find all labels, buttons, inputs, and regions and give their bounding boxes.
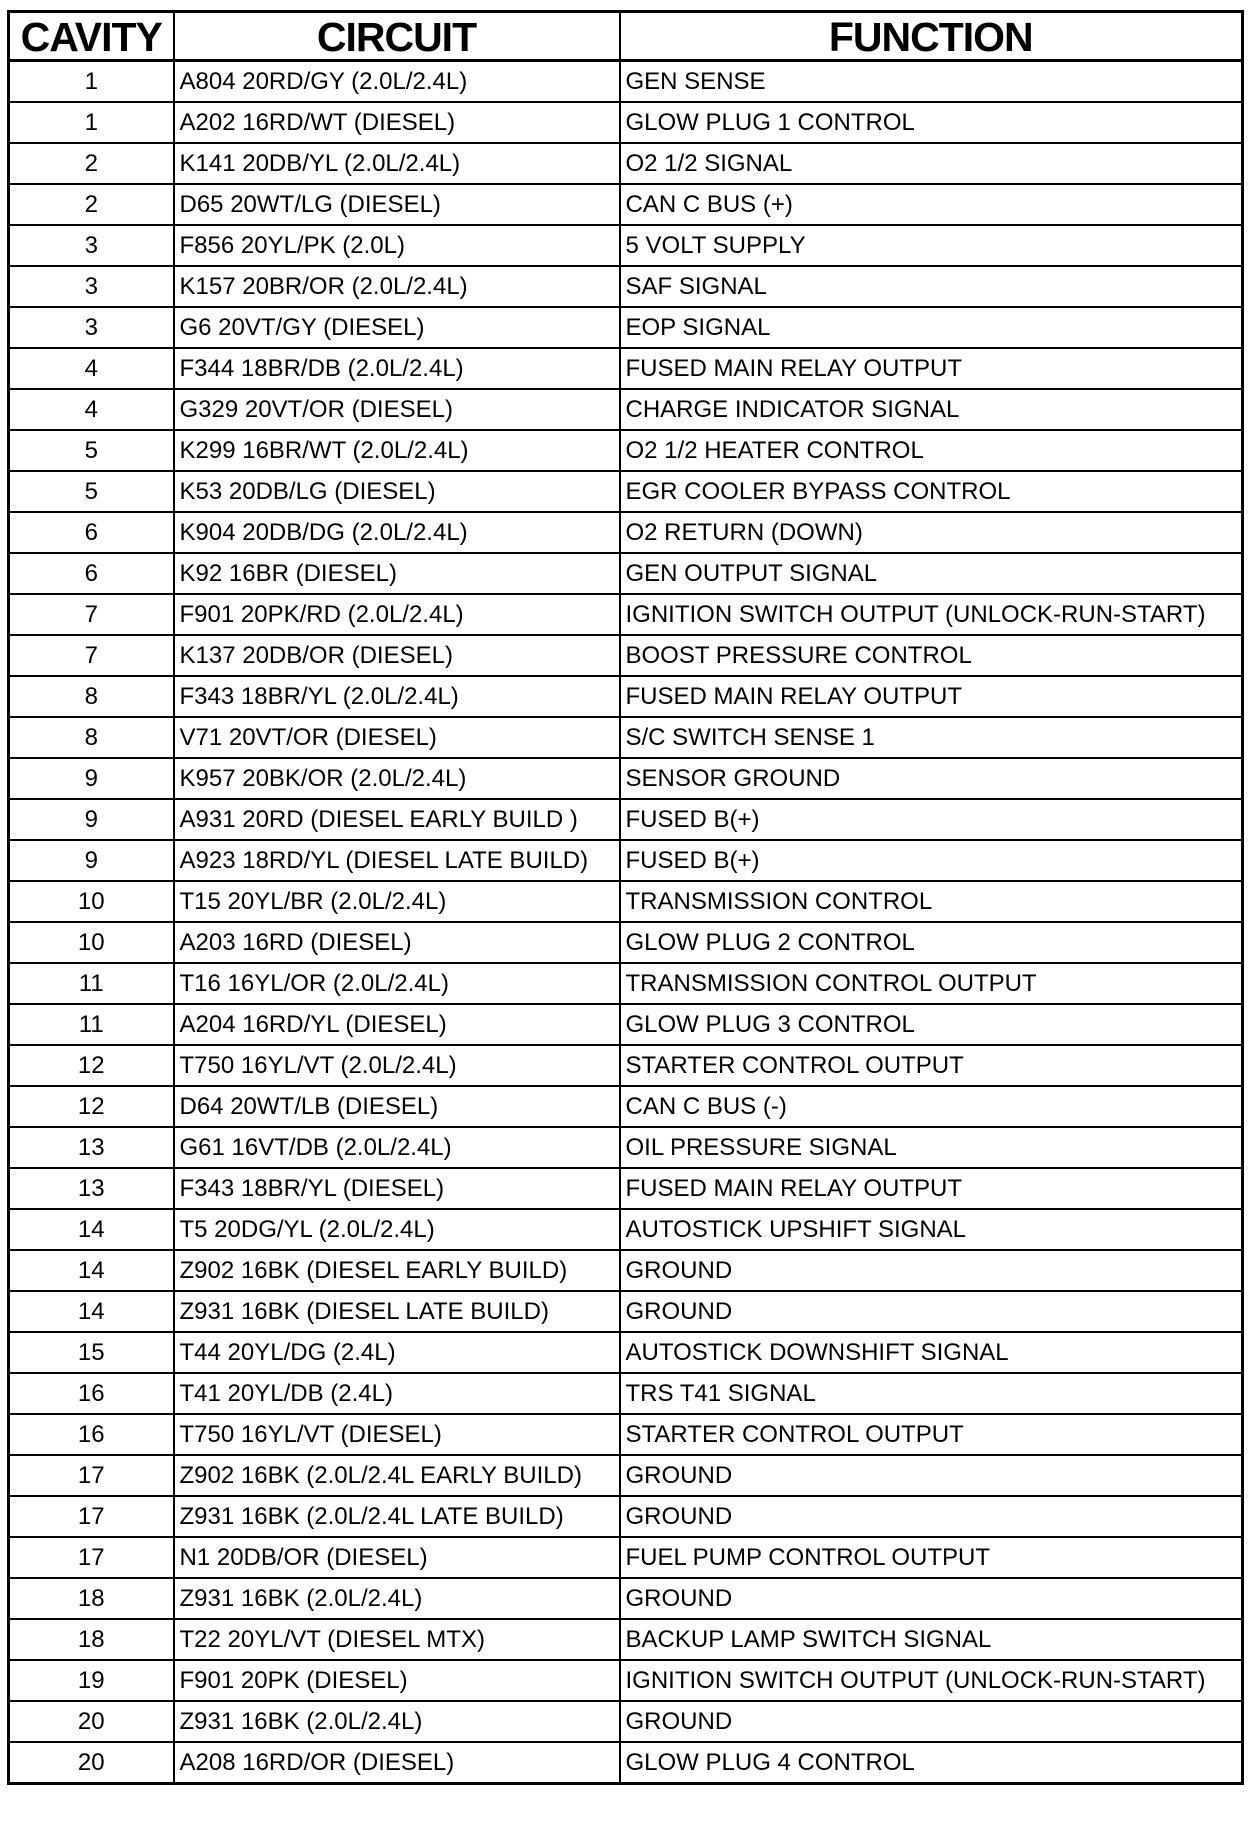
cavity-cell: 14 bbox=[9, 1209, 174, 1250]
table-row bbox=[9, 1660, 1243, 1701]
function-cell: GROUND bbox=[620, 1496, 1243, 1537]
header-circuit: CIRCUIT bbox=[174, 12, 620, 61]
table-row bbox=[9, 594, 1243, 635]
table-row bbox=[9, 1045, 1243, 1086]
circuit-cell: G6 20VT/GY (DIESEL) bbox=[174, 307, 620, 348]
table-row bbox=[9, 1004, 1243, 1045]
cavity-cell: 4 bbox=[9, 348, 174, 389]
cavity-cell: 3 bbox=[9, 266, 174, 307]
cavity-cell: 2 bbox=[9, 184, 174, 225]
table-row bbox=[9, 635, 1243, 676]
function-cell: FUSED MAIN RELAY OUTPUT bbox=[620, 676, 1243, 717]
circuit-cell: T15 20YL/BR (2.0L/2.4L) bbox=[174, 881, 620, 922]
function-cell: STARTER CONTROL OUTPUT bbox=[620, 1045, 1243, 1086]
function-cell: FUEL PUMP CONTROL OUTPUT bbox=[620, 1537, 1243, 1578]
table-row bbox=[9, 61, 1243, 103]
circuit-cell: K137 20DB/OR (DIESEL) bbox=[174, 635, 620, 676]
function-cell: GLOW PLUG 4 CONTROL bbox=[620, 1742, 1243, 1784]
table-row bbox=[9, 799, 1243, 840]
function-cell: GLOW PLUG 1 CONTROL bbox=[620, 102, 1243, 143]
cavity-cell: 16 bbox=[9, 1373, 174, 1414]
header-cavity: CAVITY bbox=[9, 12, 174, 61]
table-row bbox=[9, 553, 1243, 594]
table-row bbox=[9, 717, 1243, 758]
cavity-cell: 8 bbox=[9, 676, 174, 717]
table-row bbox=[9, 1373, 1243, 1414]
circuit-cell: V71 20VT/OR (DIESEL) bbox=[174, 717, 620, 758]
circuit-cell: A923 18RD/YL (DIESEL LATE BUILD) bbox=[174, 840, 620, 881]
function-cell: SENSOR GROUND bbox=[620, 758, 1243, 799]
function-cell: AUTOSTICK DOWNSHIFT SIGNAL bbox=[620, 1332, 1243, 1373]
function-cell: EGR COOLER BYPASS CONTROL bbox=[620, 471, 1243, 512]
function-cell: FUSED B(+) bbox=[620, 799, 1243, 840]
function-cell: O2 RETURN (DOWN) bbox=[620, 512, 1243, 553]
table-row bbox=[9, 840, 1243, 881]
table-row bbox=[9, 307, 1243, 348]
circuit-cell: Z931 16BK (2.0L/2.4L) bbox=[174, 1701, 620, 1742]
function-cell: FUSED MAIN RELAY OUTPUT bbox=[620, 348, 1243, 389]
cavity-cell: 13 bbox=[9, 1127, 174, 1168]
table-body bbox=[9, 61, 1243, 1784]
function-cell: BACKUP LAMP SWITCH SIGNAL bbox=[620, 1619, 1243, 1660]
function-cell: CAN C BUS (-) bbox=[620, 1086, 1243, 1127]
cavity-cell: 11 bbox=[9, 963, 174, 1004]
function-cell: GROUND bbox=[620, 1291, 1243, 1332]
circuit-cell: T5 20DG/YL (2.0L/2.4L) bbox=[174, 1209, 620, 1250]
cavity-cell: 1 bbox=[9, 61, 174, 103]
circuit-cell: Z931 16BK (DIESEL LATE BUILD) bbox=[174, 1291, 620, 1332]
circuit-cell: K92 16BR (DIESEL) bbox=[174, 553, 620, 594]
circuit-cell: D65 20WT/LG (DIESEL) bbox=[174, 184, 620, 225]
circuit-cell: F856 20YL/PK (2.0L) bbox=[174, 225, 620, 266]
table-row bbox=[9, 102, 1243, 143]
cavity-cell: 10 bbox=[9, 922, 174, 963]
circuit-cell: F901 20PK (DIESEL) bbox=[174, 1660, 620, 1701]
cavity-cell: 14 bbox=[9, 1291, 174, 1332]
cavity-cell: 1 bbox=[9, 102, 174, 143]
cavity-cell: 19 bbox=[9, 1660, 174, 1701]
table-row bbox=[9, 225, 1243, 266]
cavity-cell: 8 bbox=[9, 717, 174, 758]
circuit-cell: Z902 16BK (DIESEL EARLY BUILD) bbox=[174, 1250, 620, 1291]
function-cell: STARTER CONTROL OUTPUT bbox=[620, 1414, 1243, 1455]
circuit-cell: G329 20VT/OR (DIESEL) bbox=[174, 389, 620, 430]
header-row bbox=[9, 12, 1243, 61]
function-cell: GEN OUTPUT SIGNAL bbox=[620, 553, 1243, 594]
circuit-cell: K904 20DB/DG (2.0L/2.4L) bbox=[174, 512, 620, 553]
circuit-cell: T44 20YL/DG (2.4L) bbox=[174, 1332, 620, 1373]
cavity-cell: 13 bbox=[9, 1168, 174, 1209]
cavity-cell: 6 bbox=[9, 512, 174, 553]
table-header bbox=[9, 12, 1243, 61]
table-row bbox=[9, 881, 1243, 922]
table-row bbox=[9, 1209, 1243, 1250]
table-row bbox=[9, 143, 1243, 184]
table-row bbox=[9, 1537, 1243, 1578]
table-row bbox=[9, 922, 1243, 963]
cavity-cell: 18 bbox=[9, 1578, 174, 1619]
function-cell: IGNITION SWITCH OUTPUT (UNLOCK-RUN-START) bbox=[620, 1660, 1243, 1701]
function-cell: GROUND bbox=[620, 1250, 1243, 1291]
function-cell: O2 1/2 HEATER CONTROL bbox=[620, 430, 1243, 471]
cavity-cell: 14 bbox=[9, 1250, 174, 1291]
table-row bbox=[9, 1742, 1243, 1784]
cavity-cell: 17 bbox=[9, 1537, 174, 1578]
circuit-cell: Z902 16BK (2.0L/2.4L EARLY BUILD) bbox=[174, 1455, 620, 1496]
table-row bbox=[9, 1496, 1243, 1537]
circuit-cell: K299 16BR/WT (2.0L/2.4L) bbox=[174, 430, 620, 471]
function-cell: GROUND bbox=[620, 1578, 1243, 1619]
function-cell: O2 1/2 SIGNAL bbox=[620, 143, 1243, 184]
table-row bbox=[9, 1619, 1243, 1660]
circuit-cell: F344 18BR/DB (2.0L/2.4L) bbox=[174, 348, 620, 389]
function-cell: GLOW PLUG 2 CONTROL bbox=[620, 922, 1243, 963]
circuit-cell: F343 18BR/YL (DIESEL) bbox=[174, 1168, 620, 1209]
cavity-cell: 15 bbox=[9, 1332, 174, 1373]
table-row bbox=[9, 676, 1243, 717]
table-row bbox=[9, 1086, 1243, 1127]
function-cell: BOOST PRESSURE CONTROL bbox=[620, 635, 1243, 676]
function-cell: GLOW PLUG 3 CONTROL bbox=[620, 1004, 1243, 1045]
circuit-cell: A204 16RD/YL (DIESEL) bbox=[174, 1004, 620, 1045]
function-cell: FUSED B(+) bbox=[620, 840, 1243, 881]
circuit-cell: A208 16RD/OR (DIESEL) bbox=[174, 1742, 620, 1784]
cavity-cell: 6 bbox=[9, 553, 174, 594]
table-row bbox=[9, 1168, 1243, 1209]
table-row bbox=[9, 184, 1243, 225]
table-row bbox=[9, 266, 1243, 307]
cavity-cell: 5 bbox=[9, 471, 174, 512]
cavity-cell: 10 bbox=[9, 881, 174, 922]
cavity-cell: 3 bbox=[9, 307, 174, 348]
cavity-cell: 18 bbox=[9, 1619, 174, 1660]
table-row bbox=[9, 1701, 1243, 1742]
circuit-cell: D64 20WT/LB (DIESEL) bbox=[174, 1086, 620, 1127]
circuit-cell: T750 16YL/VT (DIESEL) bbox=[174, 1414, 620, 1455]
circuit-cell: Z931 16BK (2.0L/2.4L LATE BUILD) bbox=[174, 1496, 620, 1537]
circuit-cell: T22 20YL/VT (DIESEL MTX) bbox=[174, 1619, 620, 1660]
cavity-cell: 5 bbox=[9, 430, 174, 471]
circuit-cell: F901 20PK/RD (2.0L/2.4L) bbox=[174, 594, 620, 635]
circuit-cell: K141 20DB/YL (2.0L/2.4L) bbox=[174, 143, 620, 184]
cavity-cell: 12 bbox=[9, 1086, 174, 1127]
connector-pinout-table bbox=[7, 10, 1244, 1785]
function-cell: TRS T41 SIGNAL bbox=[620, 1373, 1243, 1414]
cavity-cell: 7 bbox=[9, 594, 174, 635]
cavity-cell: 17 bbox=[9, 1496, 174, 1537]
function-cell: GROUND bbox=[620, 1455, 1243, 1496]
header-function: FUNCTION bbox=[620, 12, 1243, 61]
circuit-cell: F343 18BR/YL (2.0L/2.4L) bbox=[174, 676, 620, 717]
function-cell: EOP SIGNAL bbox=[620, 307, 1243, 348]
table-row bbox=[9, 1332, 1243, 1373]
cavity-cell: 9 bbox=[9, 840, 174, 881]
table-row bbox=[9, 471, 1243, 512]
function-cell: CHARGE INDICATOR SIGNAL bbox=[620, 389, 1243, 430]
function-cell: TRANSMISSION CONTROL bbox=[620, 881, 1243, 922]
circuit-cell: K53 20DB/LG (DIESEL) bbox=[174, 471, 620, 512]
cavity-cell: 20 bbox=[9, 1742, 174, 1784]
function-cell: AUTOSTICK UPSHIFT SIGNAL bbox=[620, 1209, 1243, 1250]
function-cell: IGNITION SWITCH OUTPUT (UNLOCK-RUN-START) bbox=[620, 594, 1243, 635]
table-row bbox=[9, 1291, 1243, 1332]
circuit-cell: K957 20BK/OR (2.0L/2.4L) bbox=[174, 758, 620, 799]
cavity-cell: 11 bbox=[9, 1004, 174, 1045]
circuit-cell: A202 16RD/WT (DIESEL) bbox=[174, 102, 620, 143]
function-cell: FUSED MAIN RELAY OUTPUT bbox=[620, 1168, 1243, 1209]
cavity-cell: 9 bbox=[9, 799, 174, 840]
table-row bbox=[9, 348, 1243, 389]
cavity-cell: 4 bbox=[9, 389, 174, 430]
cavity-cell: 16 bbox=[9, 1414, 174, 1455]
cavity-cell: 3 bbox=[9, 225, 174, 266]
cavity-cell: 12 bbox=[9, 1045, 174, 1086]
function-cell: TRANSMISSION CONTROL OUTPUT bbox=[620, 963, 1243, 1004]
table-row bbox=[9, 1127, 1243, 1168]
circuit-cell: G61 16VT/DB (2.0L/2.4L) bbox=[174, 1127, 620, 1168]
table-row bbox=[9, 1578, 1243, 1619]
table-row bbox=[9, 1250, 1243, 1291]
cavity-cell: 9 bbox=[9, 758, 174, 799]
table-row bbox=[9, 963, 1243, 1004]
function-cell: CAN C BUS (+) bbox=[620, 184, 1243, 225]
table-row bbox=[9, 512, 1243, 553]
circuit-cell: T41 20YL/DB (2.4L) bbox=[174, 1373, 620, 1414]
circuit-cell: A804 20RD/GY (2.0L/2.4L) bbox=[174, 61, 620, 103]
function-cell: S/C SWITCH SENSE 1 bbox=[620, 717, 1243, 758]
table-row bbox=[9, 430, 1243, 471]
table-row bbox=[9, 389, 1243, 430]
circuit-cell: K157 20BR/OR (2.0L/2.4L) bbox=[174, 266, 620, 307]
function-cell: GROUND bbox=[620, 1701, 1243, 1742]
circuit-cell: A931 20RD (DIESEL EARLY BUILD ) bbox=[174, 799, 620, 840]
function-cell: SAF SIGNAL bbox=[620, 266, 1243, 307]
circuit-cell: T750 16YL/VT (2.0L/2.4L) bbox=[174, 1045, 620, 1086]
cavity-cell: 17 bbox=[9, 1455, 174, 1496]
circuit-cell: A203 16RD (DIESEL) bbox=[174, 922, 620, 963]
table-row bbox=[9, 1455, 1243, 1496]
cavity-cell: 7 bbox=[9, 635, 174, 676]
cavity-cell: 20 bbox=[9, 1701, 174, 1742]
circuit-cell: Z931 16BK (2.0L/2.4L) bbox=[174, 1578, 620, 1619]
table-row bbox=[9, 758, 1243, 799]
function-cell: OIL PRESSURE SIGNAL bbox=[620, 1127, 1243, 1168]
function-cell: 5 VOLT SUPPLY bbox=[620, 225, 1243, 266]
circuit-cell: N1 20DB/OR (DIESEL) bbox=[174, 1537, 620, 1578]
circuit-cell: T16 16YL/OR (2.0L/2.4L) bbox=[174, 963, 620, 1004]
cavity-cell: 2 bbox=[9, 143, 174, 184]
function-cell: GEN SENSE bbox=[620, 61, 1243, 103]
table-row bbox=[9, 1414, 1243, 1455]
